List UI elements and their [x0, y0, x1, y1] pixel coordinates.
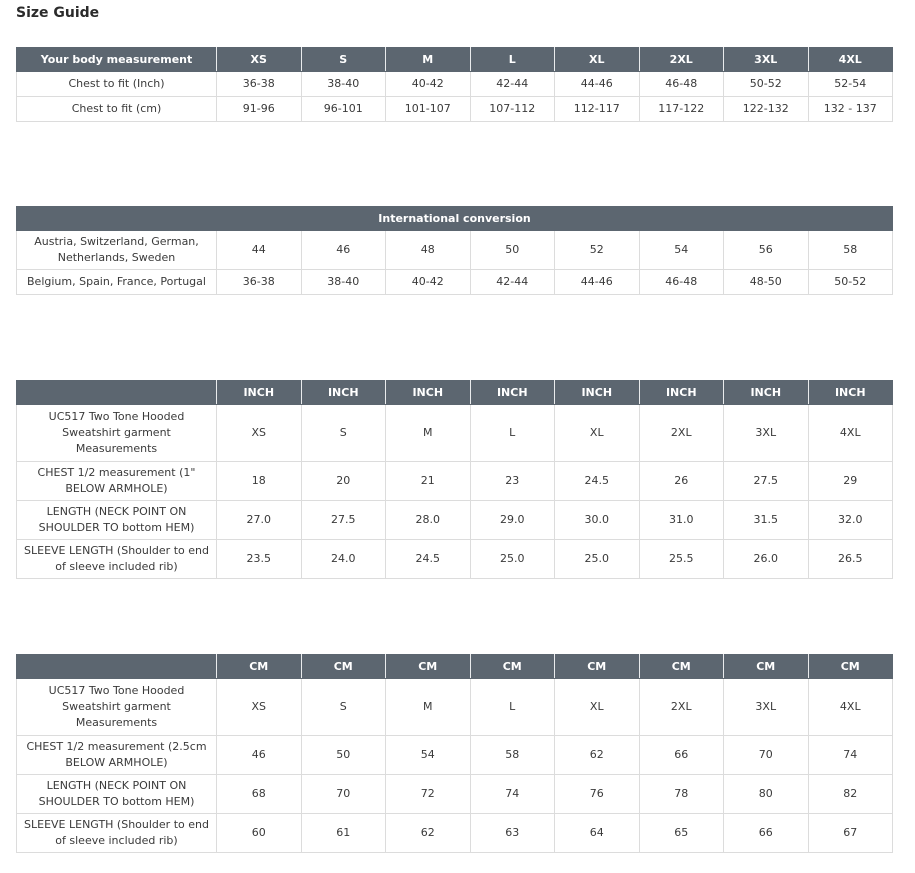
header-cell: CM	[639, 655, 724, 679]
table-cell: 2XL	[639, 679, 724, 736]
table-cell: S	[301, 679, 386, 736]
table-cell: 38-40	[301, 72, 386, 97]
table-cell: 2XL	[639, 405, 724, 462]
header-cell: CM	[301, 655, 386, 679]
table-row	[17, 775, 893, 814]
row-label: Chest to fit (Inch)	[17, 72, 217, 97]
table-cell: 42-44	[470, 72, 555, 97]
table-cell: 23	[470, 462, 555, 501]
table-cell: 65	[639, 814, 724, 853]
row-label: LENGTH (NECK POINT ON SHOULDER TO bottom HEM)	[17, 775, 217, 814]
table-cell: 58	[808, 231, 893, 270]
table-cell: 117-122	[639, 97, 724, 122]
header-cell: 2XL	[639, 48, 724, 72]
table-cell: 24.5	[555, 462, 640, 501]
table-cell: 30.0	[555, 501, 640, 540]
table-cell: 101-107	[386, 97, 471, 122]
table-cell: S	[301, 405, 386, 462]
row-label: Belgium, Spain, France, Portugal	[17, 270, 217, 295]
page-title: Size Guide	[16, 5, 100, 21]
header-cell: 4XL	[808, 48, 893, 72]
table-cell: 78	[639, 775, 724, 814]
table-cell: 42-44	[470, 270, 555, 295]
table-row	[17, 814, 893, 853]
table-cell: XS	[217, 679, 302, 736]
table-cell: 31.0	[639, 501, 724, 540]
header-cell: International conversion	[17, 207, 893, 231]
header-cell: CM	[386, 655, 471, 679]
header-cell: INCH	[639, 381, 724, 405]
table-cell: 44	[217, 231, 302, 270]
row-label: SLEEVE LENGTH (Shoulder to end of sleeve included rib)	[17, 540, 217, 579]
table-cell: 46	[301, 231, 386, 270]
table-cell: 61	[301, 814, 386, 853]
table-cell: 25.0	[470, 540, 555, 579]
header-cell: CM	[217, 655, 302, 679]
table-cell: 50	[470, 231, 555, 270]
row-label: LENGTH (NECK POINT ON SHOULDER TO bottom HEM)	[17, 501, 217, 540]
table-cell: 29	[808, 462, 893, 501]
table-cell: 40-42	[386, 270, 471, 295]
header-cell: S	[301, 48, 386, 72]
header-cell: INCH	[386, 381, 471, 405]
table-row	[17, 231, 893, 270]
header-cell: CM	[555, 655, 640, 679]
header-cell: XS	[217, 48, 302, 72]
table-cell: 80	[724, 775, 809, 814]
table-row	[17, 270, 893, 295]
table-cell: 32.0	[808, 501, 893, 540]
header-cell: CM	[470, 655, 555, 679]
table-cell: 122-132	[724, 97, 809, 122]
table-cell: 50-52	[808, 270, 893, 295]
header-cell: XL	[555, 48, 640, 72]
table-cell: 112-117	[555, 97, 640, 122]
table-cell: M	[386, 679, 471, 736]
table-cell: 50-52	[724, 72, 809, 97]
table-cell: 48	[386, 231, 471, 270]
table-cell: 24.5	[386, 540, 471, 579]
table-cell: 26.0	[724, 540, 809, 579]
table-cell: 68	[217, 775, 302, 814]
header-cell: INCH	[724, 381, 809, 405]
header-cell: INCH	[470, 381, 555, 405]
table-cell: 63	[470, 814, 555, 853]
table-cell: 74	[808, 736, 893, 775]
row-label: Chest to fit (cm)	[17, 97, 217, 122]
table-row	[17, 72, 893, 97]
table-cell: 24.0	[301, 540, 386, 579]
table-cell: 56	[724, 231, 809, 270]
header-cell: INCH	[217, 381, 302, 405]
table-header-row	[17, 207, 893, 231]
table-cell: 70	[301, 775, 386, 814]
table-row	[17, 462, 893, 501]
table-cell: 26.5	[808, 540, 893, 579]
table-row	[17, 736, 893, 775]
table-cell: 27.5	[301, 501, 386, 540]
table-header-row	[17, 48, 893, 72]
table-cell: M	[386, 405, 471, 462]
table-cell: L	[470, 405, 555, 462]
table-cell: 20	[301, 462, 386, 501]
table-cell: 27.0	[217, 501, 302, 540]
row-label: UC517 Two Tone Hooded Sweatshirt garment Measurements	[17, 679, 217, 736]
header-cell: INCH	[301, 381, 386, 405]
header-cell: CM	[724, 655, 809, 679]
garment-cm-table	[16, 654, 893, 853]
table-cell: 48-50	[724, 270, 809, 295]
table-cell: 54	[386, 736, 471, 775]
table-cell: L	[470, 679, 555, 736]
garment-inch-table	[16, 380, 893, 579]
row-label: CHEST 1/2 measurement (2.5cm BELOW ARMHOLE)	[17, 736, 217, 775]
table-cell: 66	[724, 814, 809, 853]
international-conversion-table	[16, 206, 893, 295]
header-cell: CM	[808, 655, 893, 679]
table-cell: 132 - 137	[808, 97, 893, 122]
table-cell: 54	[639, 231, 724, 270]
table-cell: 44-46	[555, 270, 640, 295]
table-cell: XL	[555, 679, 640, 736]
table-cell: 46	[217, 736, 302, 775]
table-row	[17, 405, 893, 462]
table-cell: 62	[386, 814, 471, 853]
row-label: UC517 Two Tone Hooded Sweatshirt garment Measurements	[17, 405, 217, 462]
table-row	[17, 501, 893, 540]
table-cell: 67	[808, 814, 893, 853]
table-cell: 44-46	[555, 72, 640, 97]
table-cell: 40-42	[386, 72, 471, 97]
table-cell: 28.0	[386, 501, 471, 540]
table-cell: 62	[555, 736, 640, 775]
table-cell: 82	[808, 775, 893, 814]
table-cell: 36-38	[217, 72, 302, 97]
table-cell: 107-112	[470, 97, 555, 122]
table-cell: 25.5	[639, 540, 724, 579]
header-cell: Your body measurement	[17, 48, 217, 72]
table-header-row	[17, 655, 893, 679]
table-cell: 64	[555, 814, 640, 853]
table-cell: 21	[386, 462, 471, 501]
table-cell: 25.0	[555, 540, 640, 579]
table-row	[17, 679, 893, 736]
row-label: CHEST 1/2 measurement (1" BELOW ARMHOLE)	[17, 462, 217, 501]
table-cell: 91-96	[217, 97, 302, 122]
table-cell: 46-48	[639, 270, 724, 295]
table-row	[17, 540, 893, 579]
row-label: Austria, Switzerland, German, Netherlands, Sweden	[17, 231, 217, 270]
body-measurement-table	[16, 47, 893, 122]
table-cell: 70	[724, 736, 809, 775]
table-cell: 31.5	[724, 501, 809, 540]
table-cell: 3XL	[724, 405, 809, 462]
row-label: SLEEVE LENGTH (Shoulder to end of sleeve included rib)	[17, 814, 217, 853]
table-cell: 52-54	[808, 72, 893, 97]
header-cell: M	[386, 48, 471, 72]
table-cell: 72	[386, 775, 471, 814]
header-cell: 3XL	[724, 48, 809, 72]
table-row	[17, 97, 893, 122]
table-cell: 96-101	[301, 97, 386, 122]
table-cell: 74	[470, 775, 555, 814]
table-cell: 58	[470, 736, 555, 775]
table-cell: XL	[555, 405, 640, 462]
table-cell: 4XL	[808, 679, 893, 736]
table-header-row	[17, 381, 893, 405]
table-cell: 23.5	[217, 540, 302, 579]
table-cell: 18	[217, 462, 302, 501]
table-cell: 26	[639, 462, 724, 501]
table-cell: 60	[217, 814, 302, 853]
table-cell: 27.5	[724, 462, 809, 501]
table-cell: 76	[555, 775, 640, 814]
header-cell: INCH	[555, 381, 640, 405]
table-cell: 38-40	[301, 270, 386, 295]
table-cell: 36-38	[217, 270, 302, 295]
header-cell	[17, 381, 217, 405]
table-cell: 50	[301, 736, 386, 775]
table-cell: XS	[217, 405, 302, 462]
table-cell: 3XL	[724, 679, 809, 736]
table-cell: 66	[639, 736, 724, 775]
header-cell	[17, 655, 217, 679]
table-cell: 29.0	[470, 501, 555, 540]
table-cell: 52	[555, 231, 640, 270]
header-cell: INCH	[808, 381, 893, 405]
table-cell: 4XL	[808, 405, 893, 462]
header-cell: L	[470, 48, 555, 72]
table-cell: 46-48	[639, 72, 724, 97]
